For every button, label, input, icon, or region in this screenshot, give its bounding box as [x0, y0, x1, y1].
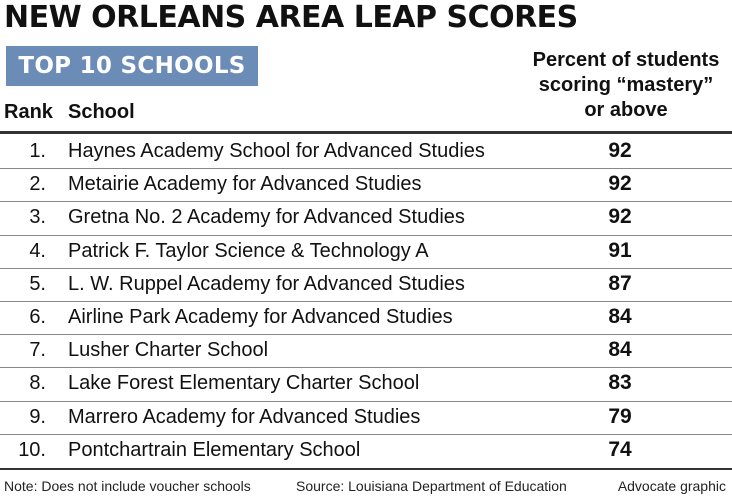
- rank-cell: 1.: [29, 140, 46, 162]
- score-cell: 79: [608, 404, 632, 428]
- school-cell: Haynes Academy School for Advanced Studies: [68, 140, 485, 162]
- score-cell: 92: [608, 205, 632, 229]
- rank-cell: 6.: [29, 305, 46, 328]
- table-row: [0, 202, 732, 235]
- school-cell: Patrick F. Taylor Science & Technology A: [68, 239, 429, 262]
- table-row: [0, 335, 732, 368]
- footer-note: Note: Does not include voucher schools: [4, 478, 251, 494]
- school-cell: Lusher Charter School: [68, 339, 269, 362]
- school-cell: Metairie Academy for Advanced Studies: [68, 173, 422, 196]
- table-row: [0, 236, 732, 269]
- footer-divider: [0, 468, 732, 470]
- table-row: [0, 402, 732, 435]
- school-cell: Pontchartrain Elementary School: [68, 438, 361, 461]
- school-cell: Marrero Academy for Advanced Studies: [68, 405, 421, 428]
- column-header-school: School: [68, 101, 135, 123]
- table-row: [0, 136, 732, 169]
- school-cell: Airline Park Academy for Advanced Studies: [68, 305, 453, 328]
- rank-cell: 4.: [29, 239, 46, 262]
- footer-credit: Advocate graphic: [617, 478, 726, 494]
- rank-cell: 2.: [29, 173, 46, 196]
- score-cell: 84: [608, 338, 632, 362]
- rank-cell: 10.: [18, 438, 46, 461]
- rank-cell: 7.: [29, 339, 46, 362]
- table-row: [0, 302, 732, 335]
- top-10-badge: TOP 10 SCHOOLS: [6, 46, 258, 86]
- table-row: [0, 169, 732, 202]
- score-cell: 91: [608, 238, 632, 262]
- column-header-rank: Rank: [4, 101, 53, 123]
- school-cell: L. W. Ruppel Academy for Advanced Studies: [68, 272, 465, 295]
- rank-cell: 9.: [29, 405, 46, 428]
- column-header-percent: Percent of students scoring “mastery” or above: [532, 49, 720, 121]
- table-row: [0, 368, 732, 401]
- score-cell: 74: [608, 437, 632, 461]
- chart-title: NEW ORLEANS AREA LEAP SCORES: [4, 0, 578, 35]
- footer-source: Source: Louisiana Department of Education: [296, 478, 567, 494]
- rank-cell: 5.: [29, 272, 46, 295]
- rank-cell: 3.: [29, 206, 46, 229]
- table-row: [0, 435, 732, 468]
- score-cell: 87: [608, 271, 632, 295]
- school-cell: Gretna No. 2 Academy for Advanced Studies: [68, 206, 465, 229]
- table-body: [0, 136, 732, 468]
- score-cell: 92: [608, 139, 632, 162]
- rank-cell: 8.: [29, 372, 46, 395]
- score-cell: 92: [608, 172, 632, 196]
- school-cell: Lake Forest Elementary Charter School: [68, 372, 420, 395]
- table-row: [0, 269, 732, 302]
- score-cell: 83: [608, 371, 632, 395]
- header-divider: [0, 131, 732, 134]
- score-cell: 84: [608, 304, 632, 328]
